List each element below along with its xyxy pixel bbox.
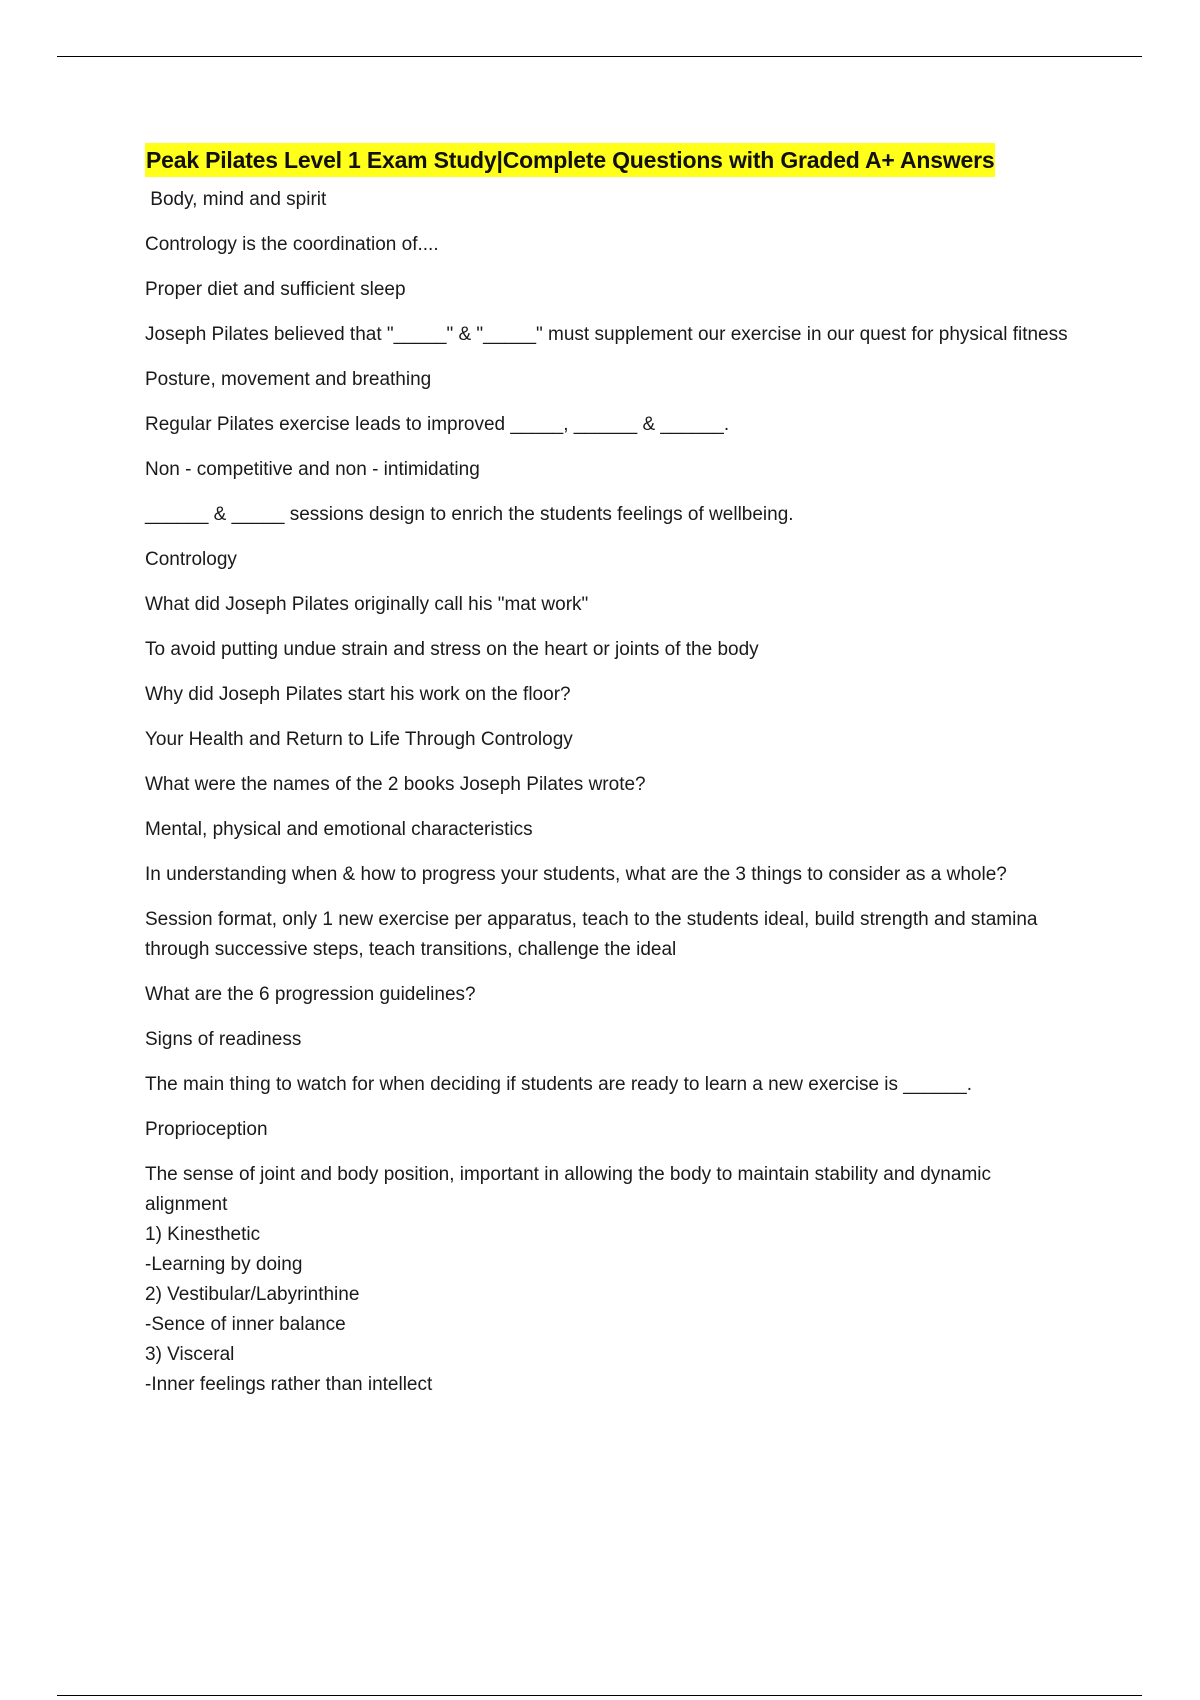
definition-line: 3) Visceral bbox=[145, 1344, 235, 1365]
document-title: Peak Pilates Level 1 Exam Study|Complete Questions with Graded A+ Answers bbox=[145, 143, 995, 177]
answer-line: Contrology bbox=[145, 549, 237, 570]
definition-line: 2) Vestibular/Labyrinthine bbox=[145, 1284, 360, 1305]
question-line: What were the names of the 2 books Joseph Pilates wrote? bbox=[145, 774, 646, 795]
answer-line: Body, mind and spirit bbox=[145, 189, 327, 210]
question-line: Regular Pilates exercise leads to improved _____, ______ & ______. bbox=[145, 414, 730, 435]
question-line: In understanding when & how to progress your students, what are the 3 things to consider as a whole? bbox=[145, 864, 1007, 885]
question-line: What are the 6 progression guidelines? bbox=[145, 984, 476, 1005]
definition-line: 1) Kinesthetic bbox=[145, 1224, 261, 1245]
question-line: The main thing to watch for when deciding if students are ready to learn a new exercise is ______. bbox=[145, 1074, 972, 1095]
question-line: ______ & _____ sessions design to enrich the students feelings of wellbeing. bbox=[145, 504, 794, 525]
answer-line: Posture, movement and breathing bbox=[145, 369, 432, 390]
answer-line: Your Health and Return to Life Through Contrology bbox=[145, 729, 573, 750]
header-rule bbox=[57, 56, 1142, 57]
definition-line: -Learning by doing bbox=[145, 1254, 303, 1275]
definition-line: -Sence of inner balance bbox=[145, 1314, 346, 1335]
answer-line: Proper diet and sufficient sleep bbox=[145, 279, 406, 300]
answer-line: Proprioception bbox=[145, 1119, 268, 1140]
footer-rule bbox=[57, 1695, 1142, 1696]
definition-block bbox=[145, 1160, 1075, 1400]
question-line: What did Joseph Pilates originally call his "mat work" bbox=[145, 594, 589, 615]
document-body bbox=[145, 143, 1075, 1400]
question-line: Joseph Pilates believed that "_____" & "_____" must supplement our exercise in our quest for physical fitness bbox=[145, 324, 1068, 345]
answer-line: Mental, physical and emotional characteristics bbox=[145, 819, 533, 840]
answer-line: To avoid putting undue strain and stress on the heart or joints of the body bbox=[145, 639, 759, 660]
question-line: Why did Joseph Pilates start his work on the floor? bbox=[145, 684, 571, 705]
definition-line: -Inner feelings rather than intellect bbox=[145, 1374, 433, 1395]
answer-line: Non - competitive and non - intimidating bbox=[145, 459, 480, 480]
question-line: Contrology is the coordination of.... bbox=[145, 234, 439, 255]
answer-line: Session format, only 1 new exercise per apparatus, teach to the students ideal, build strength and stamina through successive steps, teach transitions, challenge the ideal bbox=[145, 909, 1043, 960]
answer-line: Signs of readiness bbox=[145, 1029, 302, 1050]
definition-line: The sense of joint and body position, important in allowing the body to maintain stability and dynamic alignment bbox=[145, 1164, 997, 1215]
